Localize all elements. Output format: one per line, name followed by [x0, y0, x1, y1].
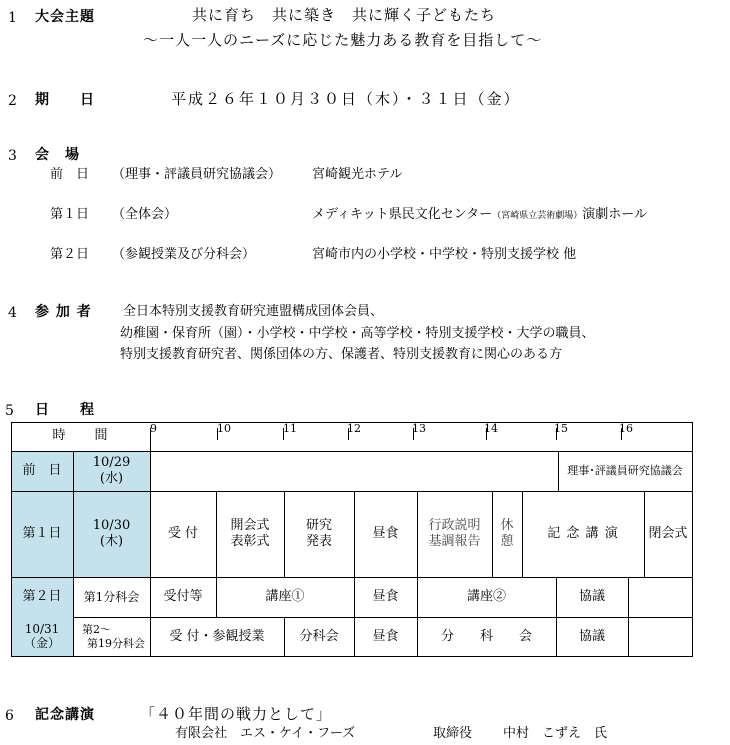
schedule-event-lunch: 昼食	[372, 525, 399, 541]
hour-tick: 12	[347, 422, 361, 435]
schedule-event-lunch: 昼食	[372, 588, 399, 604]
section-6-number: 6	[5, 708, 14, 724]
schedule-time-header: 時 間	[52, 428, 109, 444]
section-3-number: 3	[8, 148, 17, 164]
hour-tick: 10	[217, 422, 231, 435]
schedule-event-keynote-report: 行政説明 基調報告	[428, 517, 481, 549]
event-date: 平成２６年１０月３０日（木）・３１日（金）	[171, 90, 521, 108]
venue-day-label: 前 日	[50, 167, 90, 182]
venue-place: 宮崎市内の小学校・中学校・特別支援学校 他	[312, 247, 577, 262]
lecture-title: 「４０年間の戦力として」	[140, 705, 333, 723]
schedule-day-1: 第１日	[11, 491, 73, 577]
hour-tick: 11	[283, 422, 297, 435]
section-1-number: 1	[8, 10, 17, 26]
participants-line: 全日本特別支援教育研究連盟構成団体会員、	[123, 304, 384, 319]
section-5-number: 5	[5, 403, 14, 419]
participants-line: 幼稚園・保育所（園）・小学校・中学校・高等学校・特別支援学校・大学の職員、	[120, 326, 595, 341]
schedule-date-1: 10/30 (木)	[73, 491, 150, 577]
venue-day-label: 第２日	[50, 247, 90, 262]
hour-tick: 15	[554, 422, 568, 435]
schedule-day-2: 第２日	[11, 577, 73, 617]
schedule-day-zen: 前 日	[11, 451, 73, 491]
speaker-role: 取締役	[433, 726, 473, 741]
schedule-event-break: 休 憩	[500, 517, 514, 549]
section-4-number: 4	[8, 305, 17, 321]
venue-day-desc: （理事・評議員研究協議会）	[112, 167, 282, 182]
venue-day-desc: （全体会）	[112, 207, 178, 222]
schedule-event-sectional: 分科会	[299, 628, 339, 644]
venue-place: 宮崎観光ホテル	[312, 167, 403, 182]
schedule-event-closing: 閉会式	[648, 525, 688, 541]
venue-day-desc: （参観授業及び分科会）	[112, 247, 256, 262]
participants-line: 特別支援教育研究者、関係団体の方、保護者、特別支援教育に関心のある方	[120, 347, 563, 362]
schedule-date-2: 10/31 （金）	[11, 617, 73, 657]
speaker-name: 中村 こずえ 氏	[503, 726, 608, 741]
section-2-label: 期 日	[35, 92, 95, 108]
speaker-company: 有限会社 エス・ケイ・フーズ	[175, 726, 356, 741]
schedule-group-label: 第1分科会	[83, 589, 140, 604]
venue-place-note: （宮崎県立芸術劇場）	[492, 211, 583, 221]
schedule-event-sectional-meetings: 分 科 会	[440, 628, 532, 644]
hour-tick: 9	[150, 422, 157, 435]
schedule-group-label: 第2～ 第19分科会	[82, 622, 145, 650]
section-1-label: 大会主題	[35, 9, 95, 25]
schedule-event-reception: 受 付	[167, 525, 199, 541]
schedule-event-discussion: 協議	[578, 588, 605, 604]
schedule-event-lecture: 記 念 講 演	[547, 525, 619, 541]
theme-subtitle: 〜一人一人のニーズに応じた魅力ある教育を目指して〜	[143, 31, 543, 49]
schedule-event-board-meeting: 理事･評議員研究協議会	[567, 464, 683, 478]
section-5-label: 日 程	[35, 402, 95, 418]
section-3-label: 会 場	[35, 147, 80, 163]
theme-main: 共に育ち 共に築き 共に輝く子どもたち	[192, 6, 497, 24]
schedule-event-course-1: 講座①	[265, 588, 305, 604]
section-4-label: 参 加 者	[35, 304, 92, 320]
schedule-event-opening: 開会式 表彰式	[230, 517, 270, 549]
schedule-event-lunch: 昼食	[372, 628, 399, 644]
schedule-event-reception: 受付等	[163, 588, 203, 604]
schedule-event-discussion: 協議	[578, 628, 605, 644]
hour-tick: 16	[619, 422, 633, 435]
schedule-date-zen: 10/29 (水)	[73, 451, 150, 491]
schedule-event-course-2: 講座②	[466, 588, 506, 604]
schedule-event-observation: 受 付・参観授業	[169, 628, 265, 644]
section-6-label: 記念講演	[35, 707, 95, 723]
schedule-event-research: 研究 発表	[305, 517, 332, 549]
venue-day-label: 第１日	[50, 207, 90, 222]
section-2-number: 2	[8, 93, 17, 109]
venue-place: メディキット県民文化センター（宮崎県立芸術劇場）演劇ホール	[312, 207, 647, 222]
hour-tick: 13	[412, 422, 426, 435]
hour-tick: 14	[484, 422, 498, 435]
